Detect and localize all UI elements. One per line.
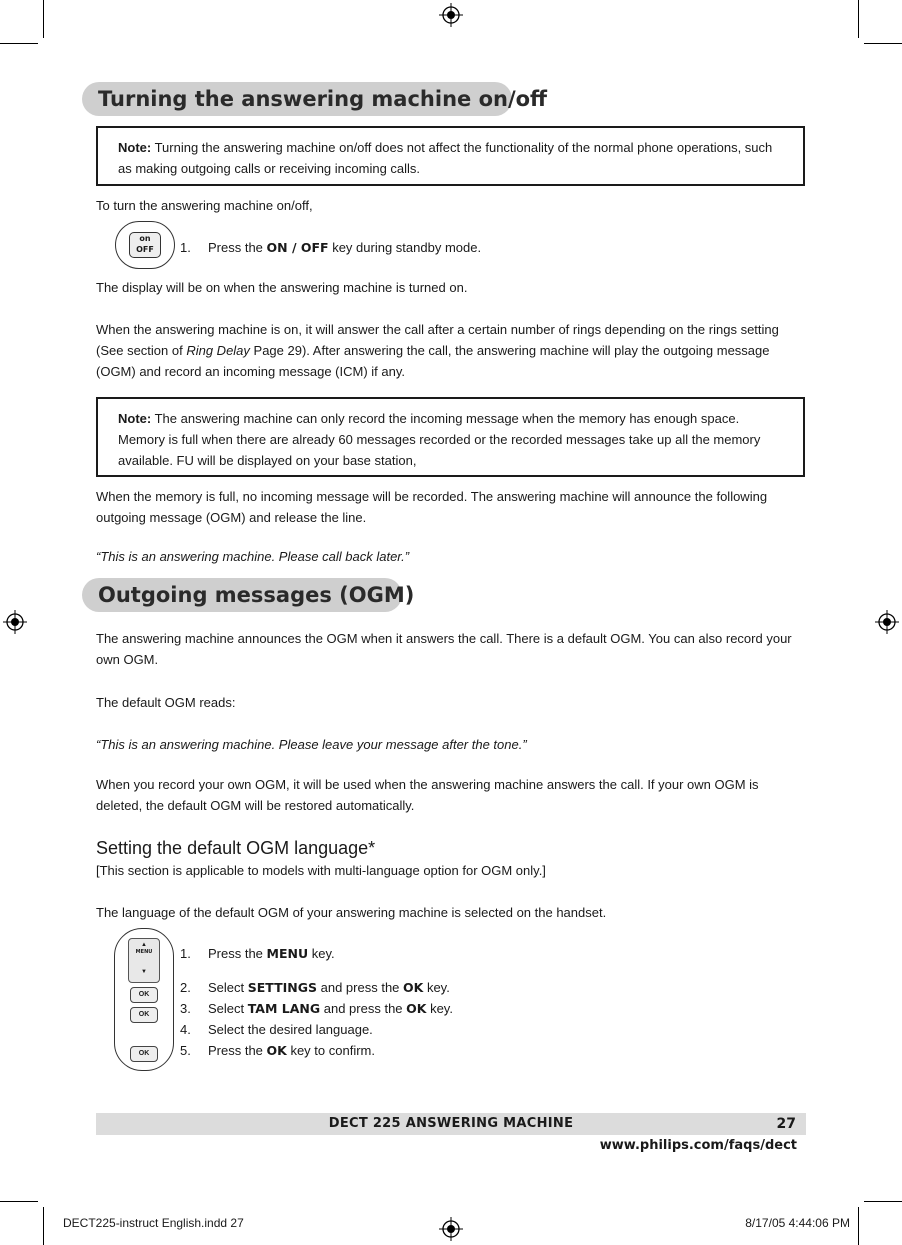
quote: “This is an answering machine. Please call back later.” <box>96 549 410 564</box>
paragraph-text: When the answering machine is on, it will answer the call after a certain number of rings depending on the rings setting (See section of <box>96 322 779 358</box>
step-number: 5. <box>180 1043 191 1058</box>
step-text: and press the <box>317 980 404 995</box>
step-text: Press the <box>208 240 267 255</box>
crop-mark <box>858 0 859 38</box>
note-label: Note: <box>118 140 152 155</box>
ok-key-icon: OK <box>130 987 158 1003</box>
key-label-off: OFF <box>136 245 154 254</box>
footer-bar <box>96 1113 806 1135</box>
key-label-on: on <box>139 234 151 243</box>
step-text: Press the <box>208 946 267 961</box>
menu-key-icon: ▲ MENU ▼ <box>128 938 160 983</box>
step-number: 1. <box>180 240 191 255</box>
cross-reference: Ring Delay <box>186 343 250 358</box>
step-text: key. <box>308 946 335 961</box>
ok-key-icon: OK <box>130 1046 158 1062</box>
step-item <box>180 1000 453 1018</box>
step-number: 4. <box>180 1022 191 1037</box>
step-item <box>180 239 481 257</box>
slug-timestamp: 8/17/05 4:44:06 PM <box>745 1216 850 1230</box>
registration-mark-icon <box>439 3 463 27</box>
onoff-key-icon <box>129 232 161 258</box>
step-text: and press the <box>320 1001 407 1016</box>
step-number: 3. <box>180 1001 191 1016</box>
note-text: The answering machine can only record the incoming message when the memory has enough space. Memory is full when there are already 60 messages recorded or the recorded messages take up all the memory available. FU will be displayed on your base station, <box>118 411 761 468</box>
ok-key-icon: OK <box>130 1007 158 1023</box>
step-key: OK <box>266 1043 287 1058</box>
slug-filename: DECT225-instruct English.indd 27 <box>63 1216 244 1230</box>
step-text: Select <box>208 980 248 995</box>
note-box <box>96 397 805 477</box>
paragraph: The answering machine announces the OGM when it answers the call. There is a default OGM. You can also record your own OGM. <box>96 631 792 667</box>
menu-key-label: MENU <box>135 949 153 955</box>
step-text: key. <box>426 1001 453 1016</box>
step-text: key. <box>423 980 450 995</box>
registration-mark-icon <box>3 610 27 634</box>
paragraph: The display will be on when the answering machine is turned on. <box>96 280 468 295</box>
step-number: 1. <box>180 946 191 961</box>
step-item <box>180 945 335 963</box>
section-heading-ogm: Outgoing messages (OGM) <box>82 578 402 612</box>
step-item <box>180 979 450 997</box>
paragraph: When you record your own OGM, it will be used when the answering machine answers the call. If your own OGM is deleted, the default OGM will be restored automatically. <box>96 777 759 813</box>
step-text: Select the desired language. <box>208 1022 373 1037</box>
step-key: OK <box>406 1001 427 1016</box>
step-text: Select <box>208 1001 248 1016</box>
note-box <box>96 126 805 186</box>
step-number: 2. <box>180 980 191 995</box>
note-label: Note: <box>118 411 152 426</box>
paragraph <box>96 319 806 382</box>
handset-graphic <box>114 928 174 1071</box>
footer-title: DECT 225 ANSWERING MACHINE <box>328 1116 574 1131</box>
step-item <box>180 1021 373 1039</box>
crop-mark <box>0 1201 38 1202</box>
footer-url[interactable]: www.philips.com/faqs/dect <box>599 1138 797 1153</box>
registration-mark-icon <box>439 1217 463 1241</box>
crop-mark <box>43 0 44 38</box>
paragraph: The language of the default OGM of your answering machine is selected on the handset. <box>96 905 607 920</box>
step-text: Press the <box>208 1043 267 1058</box>
crop-mark <box>864 1201 902 1202</box>
step-key: MENU <box>266 946 309 961</box>
paragraph-text: Page 29). After answering the call, the answering machine will play the outgoing message (OGM) and record an incoming message (ICM) if any. <box>96 343 770 379</box>
paragraph: When the memory is full, no incoming message will be recorded. The answering machine will announce the following outgoing message (OGM) and release the line. <box>96 489 768 525</box>
step-key: SETTINGS <box>247 980 318 995</box>
crop-mark <box>43 1207 44 1245</box>
step-item <box>180 1042 375 1060</box>
onoff-key-graphic <box>115 221 175 269</box>
intro-text: To turn the answering machine on/off, <box>96 198 313 213</box>
crop-mark <box>0 43 38 44</box>
registration-mark-icon <box>875 610 899 634</box>
paragraph: The default OGM reads: <box>96 695 236 710</box>
note-text: Turning the answering machine on/off does not affect the functionality of the normal phone operations, such as making outgoing calls or receiving incoming calls. <box>118 140 773 176</box>
step-key: ON / OFF <box>266 240 329 255</box>
step-key: TAM LANG <box>247 1001 321 1016</box>
page-number: 27 <box>776 1116 796 1132</box>
bracket-note: [This section is applicable to models with multi-language option for OGM only.] <box>96 863 546 878</box>
crop-mark <box>858 1207 859 1245</box>
step-text: key to confirm. <box>286 1043 375 1058</box>
crop-mark <box>864 43 902 44</box>
subheading: Setting the default OGM language* <box>96 838 376 858</box>
section-heading-on-off: Turning the answering machine on/off <box>82 82 512 116</box>
quote: “This is an answering machine. Please leave your message after the tone.” <box>96 737 527 752</box>
step-text: key during standby mode. <box>328 240 482 255</box>
step-key: OK <box>403 980 424 995</box>
